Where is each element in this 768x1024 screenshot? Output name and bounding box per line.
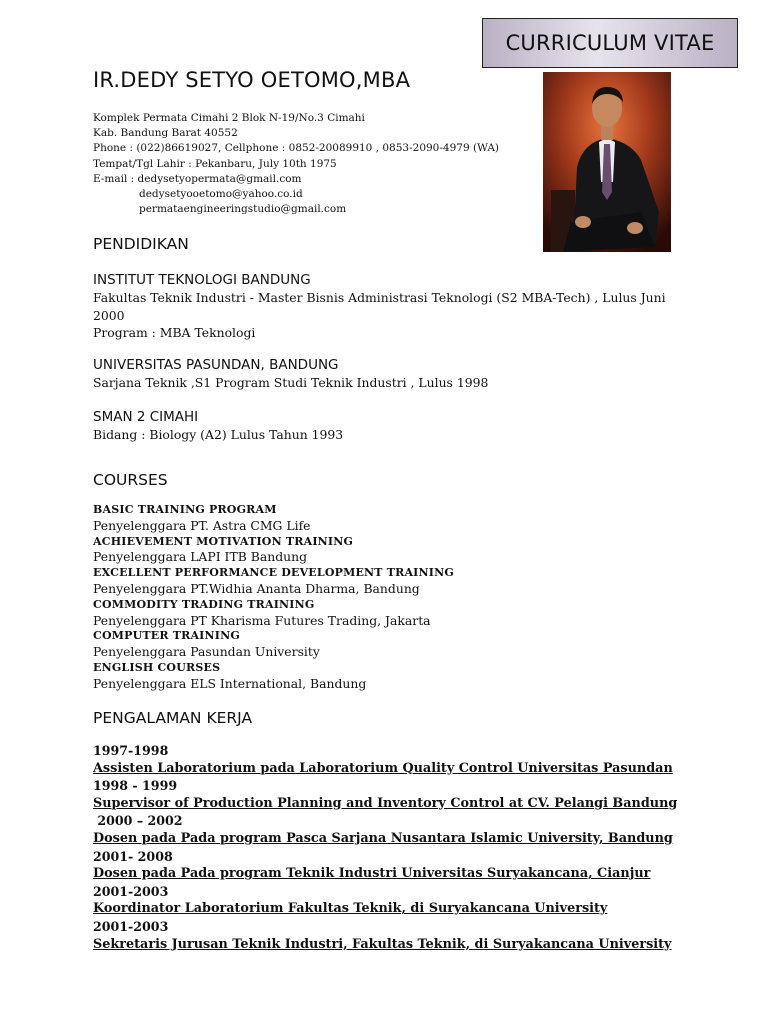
address-line-2: Kab. Bandung Barat 40552: [93, 127, 238, 140]
education-detail: Sarjana Teknik ,S1 Program Studi Teknik Industri , Lulus 1998: [93, 375, 489, 390]
education-detail: Bidang : Biology (A2) Lulus Tahun 1993: [93, 427, 344, 442]
course-title: EXCELLENT PERFORMANCE DEVELOPMENT TRAINING: [93, 566, 454, 580]
course-organizer: Penyelenggara PT. Astra CMG Life: [93, 517, 311, 533]
education-item: [93, 409, 693, 444]
course-organizer: Penyelenggara PT.Widhia Ananta Dharma, Bandung: [93, 580, 420, 596]
section-heading-experience: PENGALAMAN KERJA: [93, 709, 253, 727]
course-title: BASIC TRAINING PROGRAM: [93, 503, 277, 516]
person-name: IR.DEDY SETYO OETOMO,MBA: [93, 68, 411, 92]
job-role: Assisten Laboratorium pada Laboratorium Quality Control Universitas Pasundan: [93, 760, 673, 776]
email-line-1: E-mail : dedysetyopermata@gmail.com: [93, 172, 302, 185]
email-line-2: dedysetyooetomo@yahoo.co.id: [139, 188, 303, 201]
address-line-1: Komplek Permata Cimahi 2 Blok N-19/No.3 Cimahi: [93, 112, 365, 124]
job-period: 2000 – 2002: [93, 813, 183, 829]
job-role: Koordinator Laboratorium Fakultas Teknik, di Suryakancana University: [93, 901, 608, 917]
course-organizer: Penyelenggara ELS International, Bandung: [93, 675, 367, 691]
education-item: [93, 272, 693, 342]
cv-title-banner: CURRICULUM VITAE: [482, 18, 738, 68]
job-role: Dosen pada Pada program Pasca Sarjana Nusantara Islamic University, Bandung: [93, 830, 673, 846]
email-line-3: permataengineeringstudio@gmail.com: [139, 203, 347, 216]
course-organizer: Penyelenggara Pasundan University: [93, 644, 320, 660]
education-extra: Program : MBA Teknologi: [93, 325, 256, 340]
course-title: COMMODITY TRADING TRAINING: [93, 597, 315, 611]
job-period: 2001-2003: [93, 883, 169, 899]
course-title: ACHIEVEMENT MOTIVATION TRAINING: [93, 534, 354, 548]
profile-photo: [543, 72, 671, 252]
institution-name: SMAN 2 CIMAHI: [93, 409, 199, 425]
job-role: Sekretaris Jurusan Teknik Industri, Fakultas Teknik, di Suryakancana University: [93, 936, 672, 952]
section-heading-education: PENDIDIKAN: [93, 235, 189, 253]
job-period: 2001-2003: [93, 918, 169, 934]
experience-list: [93, 742, 693, 953]
job-role: Dosen pada Pada program Teknik Industri Universitas Suryakancana, Cianjur: [93, 866, 651, 882]
job-period: 1998 - 1999: [93, 778, 178, 794]
job-period: 2001- 2008: [93, 848, 173, 864]
courses-list: [93, 502, 693, 692]
course-organizer: Penyelenggara LAPI ITB Bandung: [93, 549, 308, 565]
course-title: COMPUTER TRAINING: [93, 629, 240, 643]
institution-name: UNIVERSITAS PASUNDAN, BANDUNG: [93, 357, 339, 373]
section-heading-courses: COURSES: [93, 471, 168, 489]
course-title: ENGLISH COURSES: [93, 660, 221, 674]
education-detail: Fakultas Teknik Industri - Master Bisnis Administrasi Teknologi (S2 MBA-Tech) , Lulus Juni 2000: [93, 290, 666, 323]
job-role: Supervisor of Production Planning and Inventory Control at CV. Pelangi Bandung: [93, 795, 678, 811]
course-organizer: Penyelenggara PT Kharisma Futures Trading, Jakarta: [93, 612, 431, 628]
birth-line: Tempat/Tgl Lahir : Pekanbaru, July 10th 1975: [93, 157, 337, 170]
institution-name: INSTITUT TEKNOLOGI BANDUNG: [93, 272, 311, 288]
contact-info: [93, 111, 533, 217]
phone-line: Phone : (022)86619027, Cellphone : 0852-20089910 , 0853-2090-4979 (WA): [93, 142, 500, 155]
education-item: [93, 357, 693, 392]
job-period: 1997-1998: [93, 743, 169, 758]
